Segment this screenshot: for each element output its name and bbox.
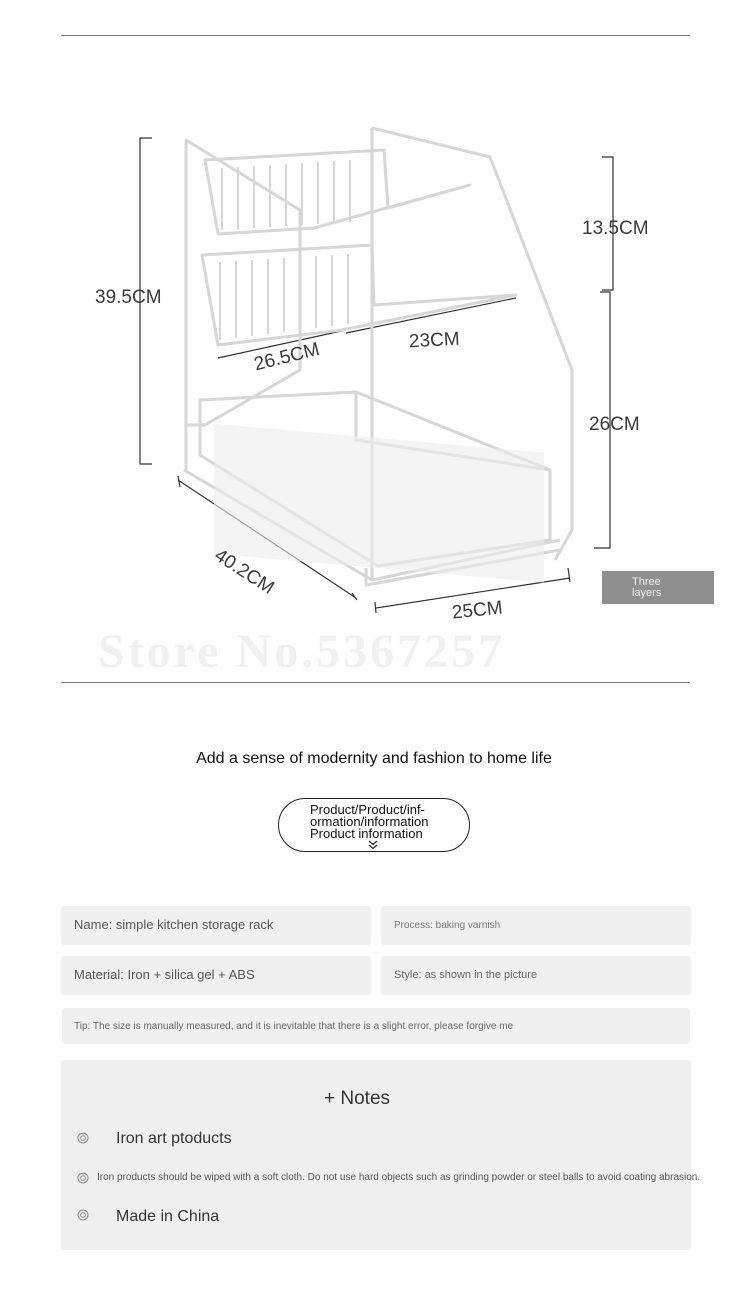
- pill-line-2: ormation/information: [310, 814, 429, 829]
- top-gap-dimension: 13.5CM: [582, 218, 649, 239]
- pill-line-1: Product/Product/inf-: [310, 802, 425, 817]
- spec-process: Process: baking varnish: [381, 906, 691, 945]
- note-item: Made in China: [116, 1208, 220, 1225]
- shelf-depth-dimension: 26.5CM: [252, 338, 322, 376]
- layers-badge: [602, 571, 714, 604]
- divider-middle: [61, 682, 690, 683]
- pill-line-3: Product information: [310, 826, 423, 841]
- height-dimension: 39.5CM: [95, 287, 162, 308]
- width-dimension: 25CM: [450, 597, 504, 624]
- notes-panel: [61, 1060, 701, 1250]
- badge-line-2: layers: [632, 587, 662, 599]
- spec-material: Material: Iron + silica gel + ABS: [61, 956, 371, 995]
- depth-dimension: 40.2CM: [210, 545, 278, 599]
- circle-bullet-icon: [77, 1132, 89, 1144]
- divider-top: [61, 35, 690, 36]
- circle-bullet-icon: [77, 1172, 89, 1184]
- circle-bullet-icon: [77, 1209, 89, 1221]
- notes-title: + Notes: [324, 1088, 391, 1109]
- badge-line-1: Three: [632, 576, 661, 588]
- note-item: Iron products should be wiped with a soft cloth. Do not use hard objects such as grinding powder or steel balls to avoid coating abrasion.: [97, 1172, 701, 1183]
- note-item: Iron art ptoducts: [116, 1130, 232, 1147]
- tagline: Add a sense of modernity and fashion to home life: [196, 750, 552, 767]
- store-watermark: Store No.5367257: [98, 625, 506, 678]
- spec-name: Name: simple kitchen storage rack: [61, 906, 371, 945]
- product-information-button[interactable]: [278, 798, 470, 852]
- lower-height-dimension: 26CM: [589, 414, 640, 435]
- shelf-width-dimension: 23CM: [408, 328, 461, 353]
- double-chevron-down-icon: [367, 840, 379, 850]
- spec-tip: Tip: The size is manually measured, and it is inevitable that there is a slight error, please forgive me: [62, 1008, 690, 1044]
- spec-style: Style: as shown in the picture: [381, 956, 691, 995]
